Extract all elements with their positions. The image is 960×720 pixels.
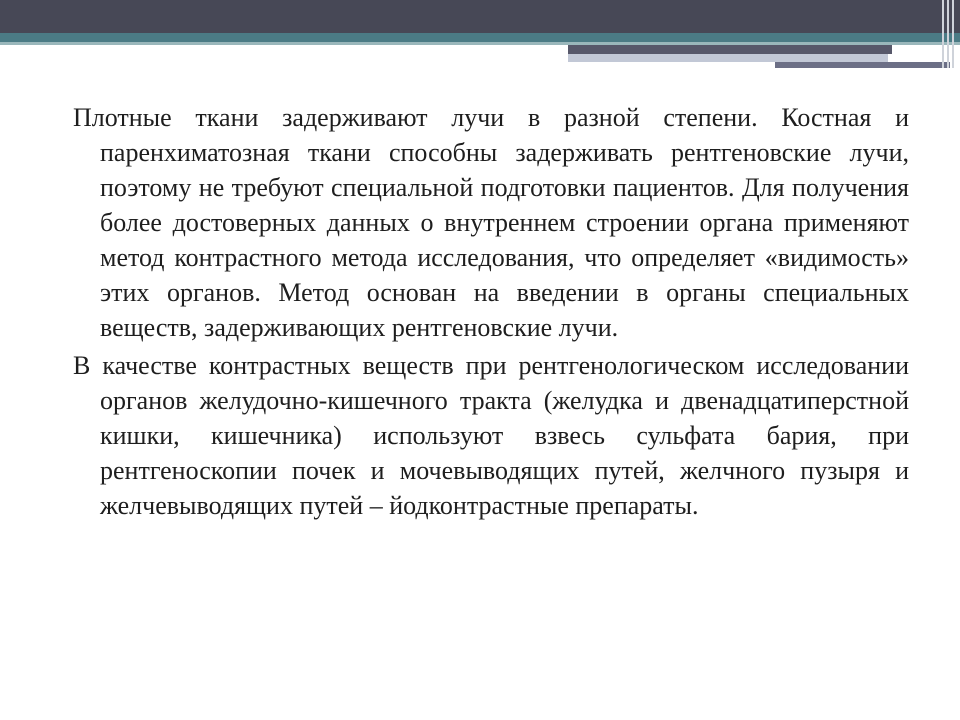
header-accent-light-bar — [568, 54, 888, 62]
edge-line — [947, 0, 949, 68]
paragraph-contrast-agents: В качестве контрастных веществ при рентгенологическом исследовании органов желудочно-кишечного тракта (желудка и двенадцатиперстной кишки, кишечника) используют взвесь сульфата бария, при рентгеноскопии почек и мочевыводящих путей, желчного пузыря и желчевыводящих путей – йодконтрастные препараты. — [73, 351, 909, 520]
header-teal-stripe — [0, 33, 960, 42]
header-accent-right-bar — [775, 62, 950, 68]
header-edge-lines — [932, 0, 954, 68]
header-bar — [0, 0, 960, 33]
slide-body — [73, 100, 909, 526]
edge-line — [942, 0, 944, 68]
header-accent-dark-bar — [568, 45, 892, 54]
paragraph-dense-tissues: Плотные ткани задерживают лучи в разной степени. Костная и паренхиматозная ткани способны задерживать рентгеновские лучи, поэтому не требуют специальной подготовки пациентов. Для получения более достоверных данных о внутреннем строении органа применяют метод контрастного метода исследования, что определяет «видимость» этих органов. Метод основан на введении в органы специальных веществ, задерживающих рентгеновские лучи. — [73, 103, 909, 342]
edge-line — [952, 0, 954, 68]
